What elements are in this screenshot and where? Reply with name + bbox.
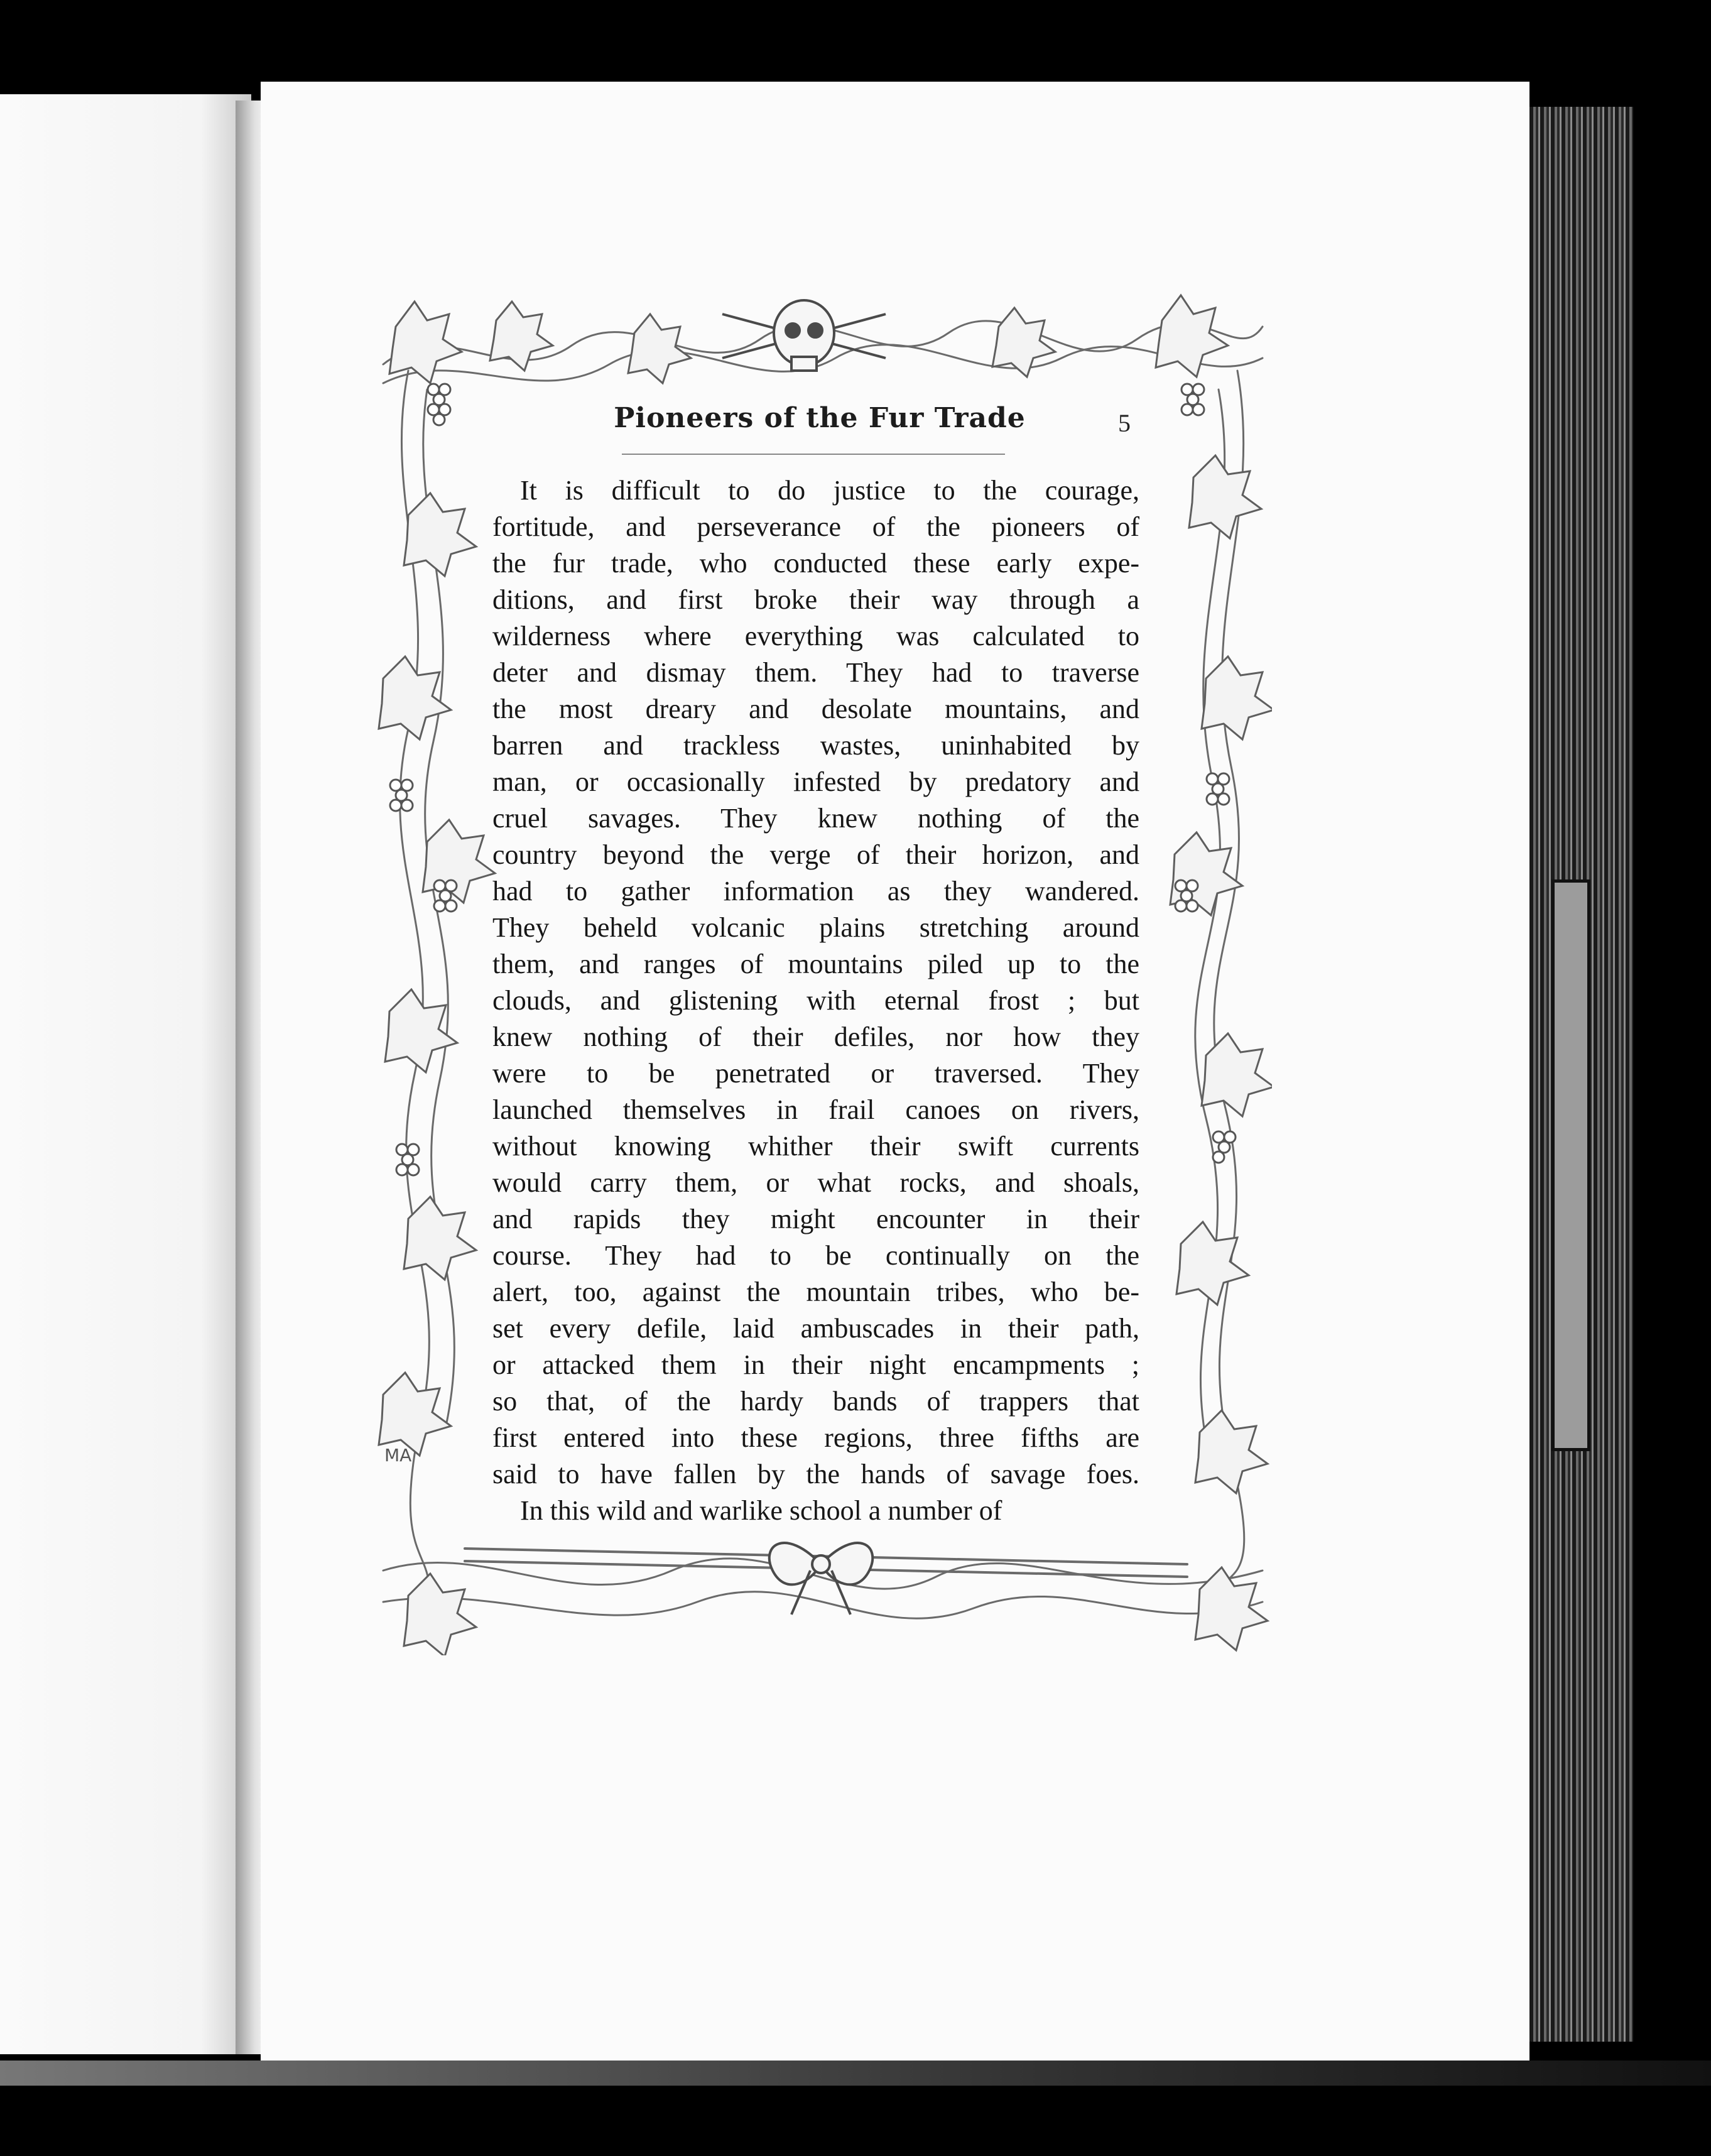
text-line: cruel savages. They knew nothing of the <box>492 803 1139 834</box>
running-head: Pioneers of the Fur Trade <box>614 402 1026 434</box>
text-line: were to be penetrated or traversed. They <box>492 1058 1139 1089</box>
text-line: without knowing whither their swift currents <box>492 1131 1139 1162</box>
text-line: so that, of the hardy bands of trappers that <box>492 1386 1139 1417</box>
text-line: or attacked them in their night encampments ; <box>492 1349 1139 1380</box>
text-line: It is difficult to do justice to the courage, <box>520 475 1139 506</box>
text-line: knew nothing of their defiles, nor how they <box>492 1021 1139 1052</box>
text-line: launched themselves in frail canoes on rivers, <box>492 1094 1139 1125</box>
skull-crossbones-icon <box>722 300 886 371</box>
text-line: alert, too, against the mountain tribes, who be- <box>492 1277 1139 1307</box>
text-line: country beyond the verge of their horizon, and <box>492 839 1139 870</box>
text-line: clouds, and glistening with eternal frost ; but <box>492 985 1139 1016</box>
text-line: had to gather information as they wandered. <box>492 876 1139 906</box>
illustrator-monogram: MA <box>384 1445 412 1466</box>
text-line: and rapids they might encounter in their <box>492 1204 1139 1234</box>
ribbon-bow-icon <box>769 1543 872 1614</box>
book-bottom-edge <box>0 2061 1711 2086</box>
text-line: the fur trade, who conducted these early expe- <box>492 548 1139 579</box>
text-line: the most dreary and desolate mountains, and <box>492 694 1139 724</box>
text-line: deter and dismay them. They had to traverse <box>492 657 1139 688</box>
text-line: course. They had to be continually on the <box>492 1240 1139 1271</box>
text-line: fortitude, and perseverance of the pioneers of <box>492 511 1139 542</box>
header-rule <box>622 454 1005 455</box>
text-line: them, and ranges of mountains piled up to the <box>492 949 1139 979</box>
text-line: barren and trackless wastes, uninhabited by <box>492 730 1139 761</box>
left-page <box>0 94 251 2054</box>
text-line: In this wild and warlike school a number of <box>520 1495 1002 1526</box>
text-line: ditions, and first broke their way through a <box>492 584 1139 615</box>
body-text <box>492 472 1139 1529</box>
text-line: would carry them, or what rocks, and shoals, <box>492 1167 1139 1198</box>
text-line: set every defile, laid ambuscades in their path, <box>492 1313 1139 1344</box>
fore-edge-tab <box>1551 879 1590 1451</box>
text-line: said to have fallen by the hands of savage foes. <box>492 1459 1139 1489</box>
text-line: wilderness where everything was calculated to <box>492 621 1139 651</box>
text-line: man, or occasionally infested by predatory and <box>492 766 1139 797</box>
page-number: 5 <box>1118 409 1131 437</box>
text-line: They beheld volcanic plains stretching around <box>492 912 1139 943</box>
text-line: first entered into these regions, three fifths are <box>492 1422 1139 1453</box>
